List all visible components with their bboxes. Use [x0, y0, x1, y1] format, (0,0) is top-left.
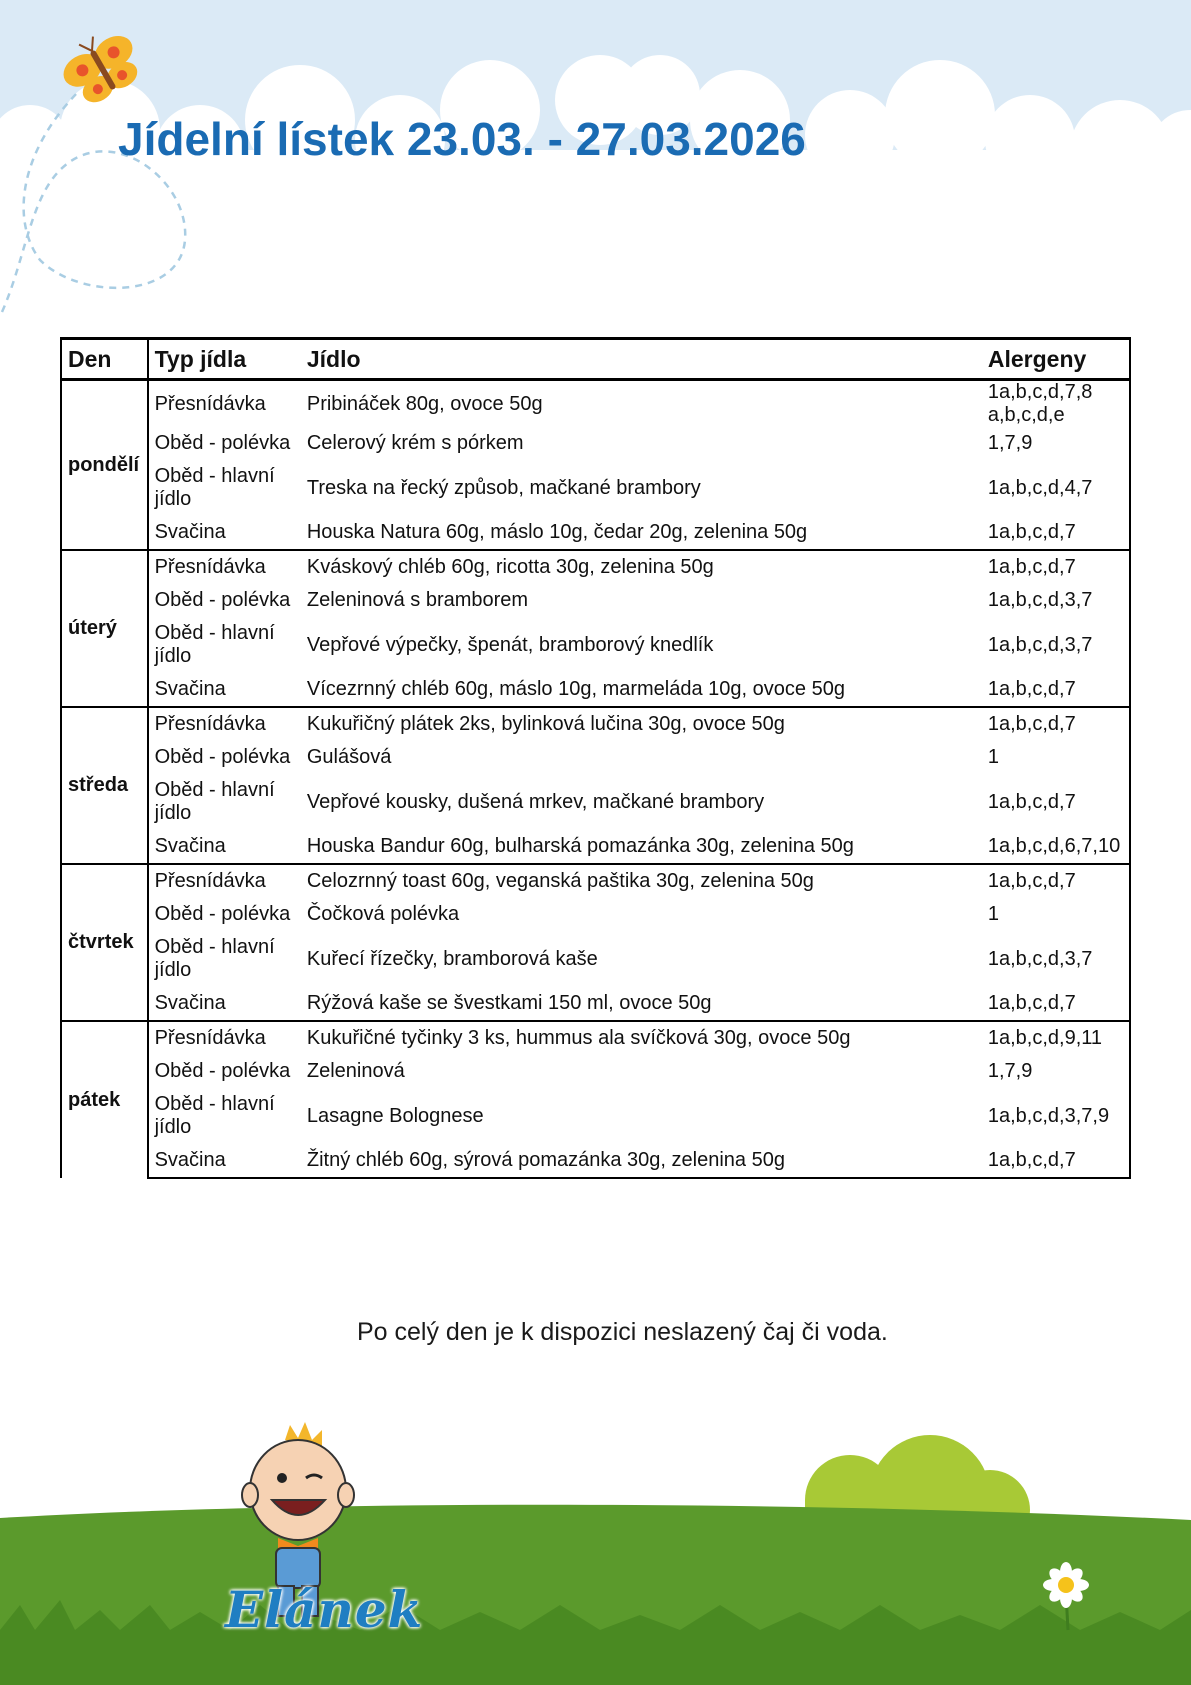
table-row — [61, 931, 1130, 987]
table-row — [61, 516, 1130, 550]
dish-cell: Kukuřičný plátek 2ks, bylinková lučina 30g, ovoce 50g — [301, 707, 982, 741]
menu-table — [60, 337, 1131, 1179]
meal-type-cell: Oběd - hlavní jídlo — [154, 936, 275, 981]
table-row — [61, 864, 1130, 898]
allergens-cell: 1a,b,c,d,7 — [982, 707, 1130, 741]
meal-type-cell: Přesnídávka — [148, 864, 301, 898]
allergens-cell: 1a,b,c,d,6,7,10 — [982, 830, 1130, 864]
allergens-cell: 1a,b,c,d,7 — [982, 516, 1130, 550]
allergens-cell: 1,7,9 — [982, 427, 1130, 460]
meal-type-cell: Svačina — [148, 987, 301, 1021]
table-row — [61, 380, 1130, 428]
meal-type-cell: Přesnídávka — [148, 1021, 301, 1055]
header-meal-type: Typ jídla — [148, 339, 301, 380]
meal-type-cell: Oběd - hlavní jídlo — [154, 779, 275, 824]
meal-type-cell: Oběd - polévka — [154, 746, 291, 768]
table-row — [61, 830, 1130, 864]
allergens-cell: 1a,b,c,d,7 — [982, 673, 1130, 707]
allergens-cell: 1,7,9 — [982, 1055, 1130, 1088]
dish-cell: Zeleninová s bramborem — [306, 589, 529, 611]
allergens-cell: 1a,b,c,d,7 — [982, 1144, 1130, 1178]
dish-cell: Žitný chléb 60g, sýrová pomazánka 30g, zelenina 50g — [301, 1144, 982, 1178]
meal-type-cell: Oběd - polévka — [154, 432, 291, 454]
header-day: Den — [61, 339, 148, 380]
dish-cell: Celerový krém s pórkem — [306, 432, 524, 454]
dish-cell: Houska Natura 60g, máslo 10g, čedar 20g, zelenina 50g — [301, 516, 982, 550]
table-row — [61, 460, 1130, 516]
dish-cell: Houska Bandur 60g, bulharská pomazánka 30g, zelenina 50g — [301, 830, 982, 864]
table-row — [61, 741, 1130, 774]
table-header-row — [61, 339, 1130, 380]
allergens-cell: 1 — [982, 898, 1130, 931]
table-row — [61, 707, 1130, 741]
elanek-logo: Elánek — [225, 1580, 424, 1639]
meal-type-cell: Svačina — [148, 516, 301, 550]
day-cell: pátek — [61, 1021, 148, 1178]
allergens-cell: 1a,b,c,d,7 — [982, 774, 1130, 830]
table-row — [61, 1144, 1130, 1178]
table-row — [61, 898, 1130, 931]
allergens-cell: 1a,b,c,d,7 — [982, 987, 1130, 1021]
allergens-cell: 1a,b,c,d,4,7 — [982, 460, 1130, 516]
allergens-cell: 1a,b,c,d,7 — [982, 550, 1130, 584]
day-cell: úterý — [61, 550, 148, 707]
table-row — [61, 987, 1130, 1021]
dish-cell: Kukuřičné tyčinky 3 ks, hummus ala svíčková 30g, ovoce 50g — [301, 1021, 982, 1055]
meal-type-cell: Oběd - polévka — [154, 1060, 291, 1082]
dish-cell: Gulášová — [306, 746, 392, 768]
table-row — [61, 774, 1130, 830]
meal-type-cell: Svačina — [148, 830, 301, 864]
day-cell: pondělí — [61, 380, 148, 551]
table-row — [61, 1021, 1130, 1055]
meal-type-cell: Svačina — [148, 673, 301, 707]
allergens-cell: 1a,b,c,d,7,8 a,b,c,d,e — [982, 380, 1130, 428]
meal-type-cell: Oběd - hlavní jídlo — [154, 465, 275, 510]
footer-note: Po celý den je k dispozici neslazený čaj či voda. — [357, 1318, 888, 1346]
dish-cell: Čočková polévka — [306, 903, 460, 925]
page-title: Jídelní lístek 23.03. - 27.03.2026 — [118, 113, 806, 165]
table-row — [61, 427, 1130, 460]
menu-body — [61, 380, 1130, 1179]
dish-cell: Pribináček 80g, ovoce 50g — [301, 380, 982, 428]
day-cell: čtvrtek — [61, 864, 148, 1021]
dish-cell: Lasagne Bolognese — [306, 1104, 484, 1127]
table-row — [61, 617, 1130, 673]
meal-type-cell: Přesnídávka — [148, 707, 301, 741]
meal-type-cell: Oběd - polévka — [154, 589, 291, 611]
table-row — [61, 673, 1130, 707]
header-allergens: Alergeny — [982, 339, 1130, 380]
dish-cell: Vícezrnný chléb 60g, máslo 10g, marmeláda 10g, ovoce 50g — [301, 673, 982, 707]
meal-type-cell: Svačina — [148, 1144, 301, 1178]
dish-cell: Vepřové výpečky, špenát, bramborový knedlík — [306, 633, 714, 656]
meal-type-cell: Oběd - polévka — [154, 903, 291, 925]
meal-type-cell: Oběd - hlavní jídlo — [154, 622, 275, 667]
table-row — [61, 584, 1130, 617]
allergens-cell: 1a,b,c,d,3,7 — [982, 617, 1130, 673]
meal-type-cell: Přesnídávka — [148, 380, 301, 428]
table-row — [61, 1088, 1130, 1144]
allergens-cell: 1 — [982, 741, 1130, 774]
allergens-cell: 1a,b,c,d,3,7 — [982, 931, 1130, 987]
meal-type-cell: Přesnídávka — [148, 550, 301, 584]
dish-cell: Vepřové kousky, dušená mrkev, mačkané brambory — [306, 790, 765, 813]
allergens-cell: 1a,b,c,d,3,7 — [982, 584, 1130, 617]
allergens-cell: 1a,b,c,d,3,7,9 — [982, 1088, 1130, 1144]
meal-type-cell: Oběd - hlavní jídlo — [154, 1093, 275, 1138]
header-dish: Jídlo — [301, 339, 982, 380]
table-row — [61, 550, 1130, 584]
dish-cell: Celozrnný toast 60g, veganská paštika 30g, zelenina 50g — [301, 864, 982, 898]
dish-cell: Kváskový chléb 60g, ricotta 30g, zelenina 50g — [301, 550, 982, 584]
dish-cell: Kuřecí řízečky, bramborová kaše — [306, 947, 598, 970]
day-cell: středa — [61, 707, 148, 864]
table-row — [61, 1055, 1130, 1088]
allergens-cell: 1a,b,c,d,9,11 — [982, 1021, 1130, 1055]
dish-cell: Zeleninová — [306, 1060, 405, 1082]
dish-cell: Rýžová kaše se švestkami 150 ml, ovoce 50g — [301, 987, 982, 1021]
dish-cell: Treska na řecký způsob, mačkané brambory — [306, 476, 701, 499]
allergens-cell: 1a,b,c,d,7 — [982, 864, 1130, 898]
